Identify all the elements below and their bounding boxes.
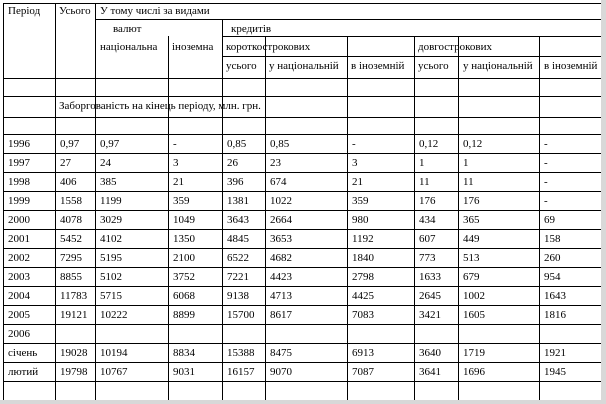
table-cell: 260 — [544, 252, 561, 264]
row-line — [3, 343, 602, 344]
table-cell: 9031 — [173, 366, 195, 378]
table-cell: 3641 — [419, 366, 441, 378]
column-line — [458, 36, 459, 401]
table-cell: 5715 — [100, 290, 122, 302]
table-cell: 1816 — [544, 309, 566, 321]
header-period: Період — [8, 5, 41, 17]
table-cell: 3640 — [419, 347, 441, 359]
table-cell: 8899 — [173, 309, 195, 321]
table-cell: 176 — [463, 195, 480, 207]
table-cell: 27 — [60, 157, 71, 169]
table-cell: 359 — [173, 195, 190, 207]
section-title: Заборгованість на кінець періоду, млн. грн. — [59, 100, 261, 112]
table-cell: 3752 — [173, 271, 195, 283]
table-cell: 3029 — [100, 214, 122, 226]
header-short-total: усього — [226, 60, 257, 72]
page-shadow-right — [601, 0, 606, 404]
table-cell: 9138 — [227, 290, 249, 302]
table-cell: 4682 — [270, 252, 292, 264]
table-cell: 3421 — [419, 309, 441, 321]
table-cell: 1381 — [227, 195, 249, 207]
table-left-border — [3, 3, 4, 401]
table-cell: 449 — [463, 233, 480, 245]
table-cell: 0,85 — [270, 138, 290, 150]
table-cell: 11783 — [60, 290, 88, 302]
header-total: Усього — [59, 5, 91, 17]
row-line — [3, 191, 602, 192]
table-cell: 1558 — [60, 195, 82, 207]
row-period: 1996 — [8, 138, 30, 150]
column-line — [347, 36, 348, 401]
table-cell: 10194 — [100, 347, 128, 359]
table-cell: 19798 — [60, 366, 88, 378]
row-line — [3, 381, 602, 382]
table-cell: 1049 — [173, 214, 195, 226]
table-cell: 359 — [352, 195, 369, 207]
table-cell: 365 — [463, 214, 480, 226]
table-cell: 26 — [227, 157, 238, 169]
table-cell: 434 — [419, 214, 436, 226]
header-long-total: усього — [418, 60, 449, 72]
table-cell: 1002 — [463, 290, 485, 302]
header-short-national: у національній — [269, 60, 339, 72]
table-cell: 1633 — [419, 271, 441, 283]
row-period: 2002 — [8, 252, 30, 264]
table-cell: - — [544, 176, 548, 188]
row-line — [3, 210, 602, 211]
table-cell: 396 — [227, 176, 244, 188]
table-cell: 4423 — [270, 271, 292, 283]
table-cell: 8855 — [60, 271, 82, 283]
table-cell: 69 — [544, 214, 555, 226]
row-line — [3, 96, 602, 97]
row-line — [3, 229, 602, 230]
row-period: 1998 — [8, 176, 30, 188]
row-period: 1997 — [8, 157, 30, 169]
row-line — [3, 153, 602, 154]
table-top-border — [3, 3, 602, 4]
table-cell: 2798 — [352, 271, 374, 283]
row-line — [3, 305, 602, 306]
header-currency: валют — [113, 23, 142, 35]
table-cell: 679 — [463, 271, 480, 283]
row-line — [3, 248, 602, 249]
row-line — [3, 134, 602, 135]
table-cell: 11 — [419, 176, 430, 188]
table-cell: 158 — [544, 233, 561, 245]
column-line — [222, 19, 223, 401]
page-shadow-bottom — [0, 400, 606, 404]
table-cell: - — [352, 138, 356, 150]
row-line — [3, 117, 602, 118]
table-cell: 406 — [60, 176, 77, 188]
table-cell: 2664 — [270, 214, 292, 226]
table-cell: 24 — [100, 157, 111, 169]
table-cell: 15700 — [227, 309, 255, 321]
row-period: 2003 — [8, 271, 30, 283]
row-line — [3, 78, 602, 79]
row-line — [3, 324, 602, 325]
table-cell: 7295 — [60, 252, 82, 264]
table-cell: 11 — [463, 176, 474, 188]
header-credits: кредитів — [231, 23, 272, 35]
table-cell: 954 — [544, 271, 561, 283]
table-cell: 0,85 — [227, 138, 247, 150]
table-cell: 980 — [352, 214, 369, 226]
table-cell: 10222 — [100, 309, 128, 321]
table-cell: 385 — [100, 176, 117, 188]
table-cell: 3 — [352, 157, 358, 169]
header-including-by-type: У тому числі за видами — [100, 5, 210, 17]
table-cell: 1192 — [352, 233, 374, 245]
column-line — [95, 3, 96, 401]
row-period: січень — [8, 347, 38, 359]
table-cell: 1 — [463, 157, 469, 169]
table-cell: 1350 — [173, 233, 195, 245]
table-cell: 3 — [173, 157, 179, 169]
table-cell: 2100 — [173, 252, 195, 264]
table-cell: 3653 — [270, 233, 292, 245]
table-cell: 2645 — [419, 290, 441, 302]
column-line — [55, 3, 56, 401]
header-national: національна — [100, 41, 158, 53]
row-period: 2001 — [8, 233, 30, 245]
table-cell: 4078 — [60, 214, 82, 226]
table-cell: 4102 — [100, 233, 122, 245]
table-cell: 21 — [352, 176, 363, 188]
table-cell: 674 — [270, 176, 287, 188]
header-short-foreign: в іноземній — [351, 60, 405, 72]
header-long-term: довгострокових — [418, 41, 492, 53]
table-cell: 0,12 — [419, 138, 439, 150]
table-cell: 6913 — [352, 347, 374, 359]
table-cell: 19121 — [60, 309, 88, 321]
table-cell: 5102 — [100, 271, 122, 283]
table-cell: - — [544, 157, 548, 169]
table-cell: 176 — [419, 195, 436, 207]
table-cell: 21 — [173, 176, 184, 188]
row-period: лютий — [8, 366, 39, 378]
column-line — [265, 36, 266, 401]
column-line — [539, 36, 540, 401]
header-line — [222, 56, 602, 57]
table-cell: - — [173, 138, 177, 150]
header-foreign: іноземна — [172, 41, 214, 53]
table-cell: 5452 — [60, 233, 82, 245]
table-cell: 1199 — [100, 195, 122, 207]
table-cell: 5195 — [100, 252, 122, 264]
table-cell: 4845 — [227, 233, 249, 245]
table-cell: 19028 — [60, 347, 88, 359]
table-cell: 4425 — [352, 290, 374, 302]
table-cell: 8475 — [270, 347, 292, 359]
table-cell: 1921 — [544, 347, 566, 359]
table-cell: 773 — [419, 252, 436, 264]
header-line — [95, 19, 602, 20]
table-cell: 7221 — [227, 271, 249, 283]
table-cell: - — [544, 195, 548, 207]
table-cell: 6068 — [173, 290, 195, 302]
row-line — [3, 267, 602, 268]
row-line — [3, 286, 602, 287]
table-cell: - — [544, 138, 548, 150]
row-period: 1999 — [8, 195, 30, 207]
table-cell: 6522 — [227, 252, 249, 264]
row-period: 2006 — [8, 328, 30, 340]
header-long-national: у національній — [463, 60, 533, 72]
row-period: 2005 — [8, 309, 30, 321]
table-cell: 8617 — [270, 309, 292, 321]
table-cell: 0,97 — [100, 138, 120, 150]
table-cell: 607 — [419, 233, 436, 245]
table-cell: 0,97 — [60, 138, 80, 150]
table-cell: 7087 — [352, 366, 374, 378]
row-period: 2004 — [8, 290, 30, 302]
row-line — [3, 172, 602, 173]
table-cell: 8834 — [173, 347, 195, 359]
table-cell: 0,12 — [463, 138, 483, 150]
table-cell: 23 — [270, 157, 281, 169]
table-cell: 1 — [419, 157, 425, 169]
table-cell: 1022 — [270, 195, 292, 207]
table-cell: 1696 — [463, 366, 485, 378]
column-line — [168, 36, 169, 401]
table-cell: 7083 — [352, 309, 374, 321]
table-cell: 16157 — [227, 366, 255, 378]
table-cell: 1605 — [463, 309, 485, 321]
table-cell: 1840 — [352, 252, 374, 264]
table-cell: 1719 — [463, 347, 485, 359]
table-cell: 513 — [463, 252, 480, 264]
table-cell: 9070 — [270, 366, 292, 378]
table-cell: 1945 — [544, 366, 566, 378]
column-line — [414, 36, 415, 401]
header-line — [222, 36, 602, 37]
header-long-foreign: в іноземній — [544, 60, 598, 72]
table-cell: 3643 — [227, 214, 249, 226]
header-short-term: короткострокових — [226, 41, 311, 53]
table-cell: 4713 — [270, 290, 292, 302]
table-cell: 1643 — [544, 290, 566, 302]
row-period: 2000 — [8, 214, 30, 226]
table-cell: 15388 — [227, 347, 255, 359]
table-cell: 10767 — [100, 366, 128, 378]
row-line — [3, 362, 602, 363]
